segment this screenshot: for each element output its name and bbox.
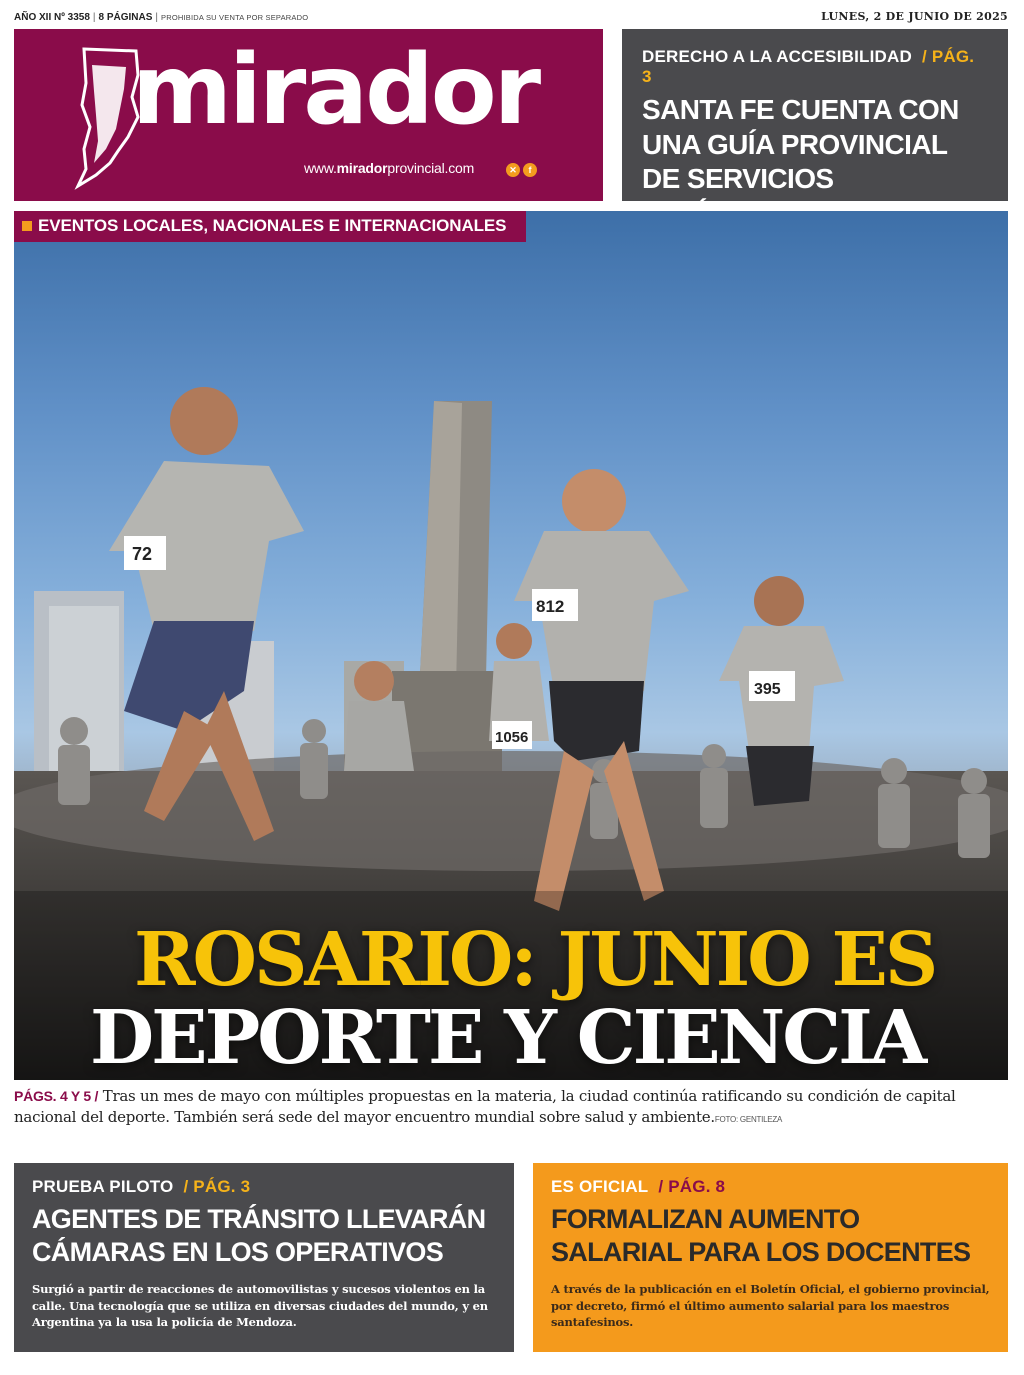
x-icon[interactable]: ✕ [506, 163, 520, 177]
website-url[interactable]: www.miradorprovincial.com [304, 160, 475, 176]
bottom-right-kicker: ES OFICIAL / PÁG. 8 [551, 1177, 726, 1196]
brand-logo: mirador [132, 34, 539, 146]
facebook-icon[interactable]: f [523, 163, 537, 177]
section-square-icon [22, 221, 32, 231]
issue-meta: AÑO XII Nº 3358 | 8 PÁGINAS | PROHIBIDA SU VENTA POR SEPARADO [14, 12, 309, 23]
bottom-right-story[interactable] [533, 1163, 1008, 1352]
main-headline-line-2[interactable]: DEPORTE Y CIENCIA [90, 995, 925, 1080]
bottom-right-page-ref: / PÁG. 8 [658, 1177, 726, 1196]
bib-number: 1056 [495, 729, 529, 746]
page-count: 8 PÁGINAS [98, 12, 153, 23]
masthead [14, 29, 603, 201]
bib-number: 72 [132, 544, 153, 564]
top-teaser[interactable] [622, 29, 1008, 201]
caption-text: Tras un mes de mayo con múltiples propuestas en la materia, la ciudad continúa ratificando su condición de capital nacional del deporte. También será sede del mayor encuentro mundial sobre salud y ambiente. [14, 1087, 956, 1127]
main-story-photo [14, 211, 1008, 1080]
bottom-left-headline: AGENTES DE TRÁNSITO LLEVARÁN CÁMARAS EN LOS OPERATIVOS [32, 1204, 486, 1267]
social-links [506, 163, 537, 177]
sale-notice: PROHIBIDA SU VENTA POR SEPARADO [161, 13, 309, 22]
bottom-left-story[interactable] [14, 1163, 514, 1352]
top-teaser-page-ref: / PÁG. 3 [642, 47, 975, 86]
main-story-page-ref: PÁGS. 4 Y 5 / [14, 1088, 99, 1104]
issue-date: LUNES, 2 DE JUNIO DE 2025 [821, 10, 1008, 23]
bib-number: 812 [536, 597, 565, 616]
bottom-right-headline: FORMALIZAN AUMENTO SALARIAL PARA LOS DOCENTES [551, 1204, 971, 1267]
top-teaser-kicker: DERECHO A LA ACCESIBILIDAD / PÁG. 3 [642, 47, 975, 86]
bottom-left-page-ref: / PÁG. 3 [183, 1177, 251, 1196]
bottom-right-body: A través de la publicación en el Boletín Oficial, el gobierno provincial, por decreto, firmó el último aumento salarial para los maestros santafesinos. [551, 1281, 990, 1330]
bottom-left-kicker: PRUEBA PILOTO / PÁG. 3 [32, 1177, 251, 1196]
photo-credit: FOTO: GENTILEZA [714, 1115, 783, 1125]
main-story-caption [14, 1086, 1008, 1129]
main-headline-line-1[interactable]: ROSARIO: JUNIO ES [134, 917, 936, 1003]
issue-bar [14, 10, 1010, 26]
section-tag: EVENTOS LOCALES, NACIONALES E INTERNACIONALES [14, 211, 526, 242]
bib-number: 395 [754, 681, 781, 698]
bottom-left-body: Surgió a partir de reacciones de automovilistas y sucesos violentos en la calle. Una tecnología que se utiliza en diversas ciudades del mundo, y en Argentina ya la usa la policía de Mendoza. [32, 1281, 488, 1330]
top-teaser-headline: SANTA FE CUENTA CON UNA GUÍA PROVINCIAL DE SERVICIOS [642, 94, 959, 195]
issue-number: AÑO XII Nº 3358 [14, 12, 90, 23]
